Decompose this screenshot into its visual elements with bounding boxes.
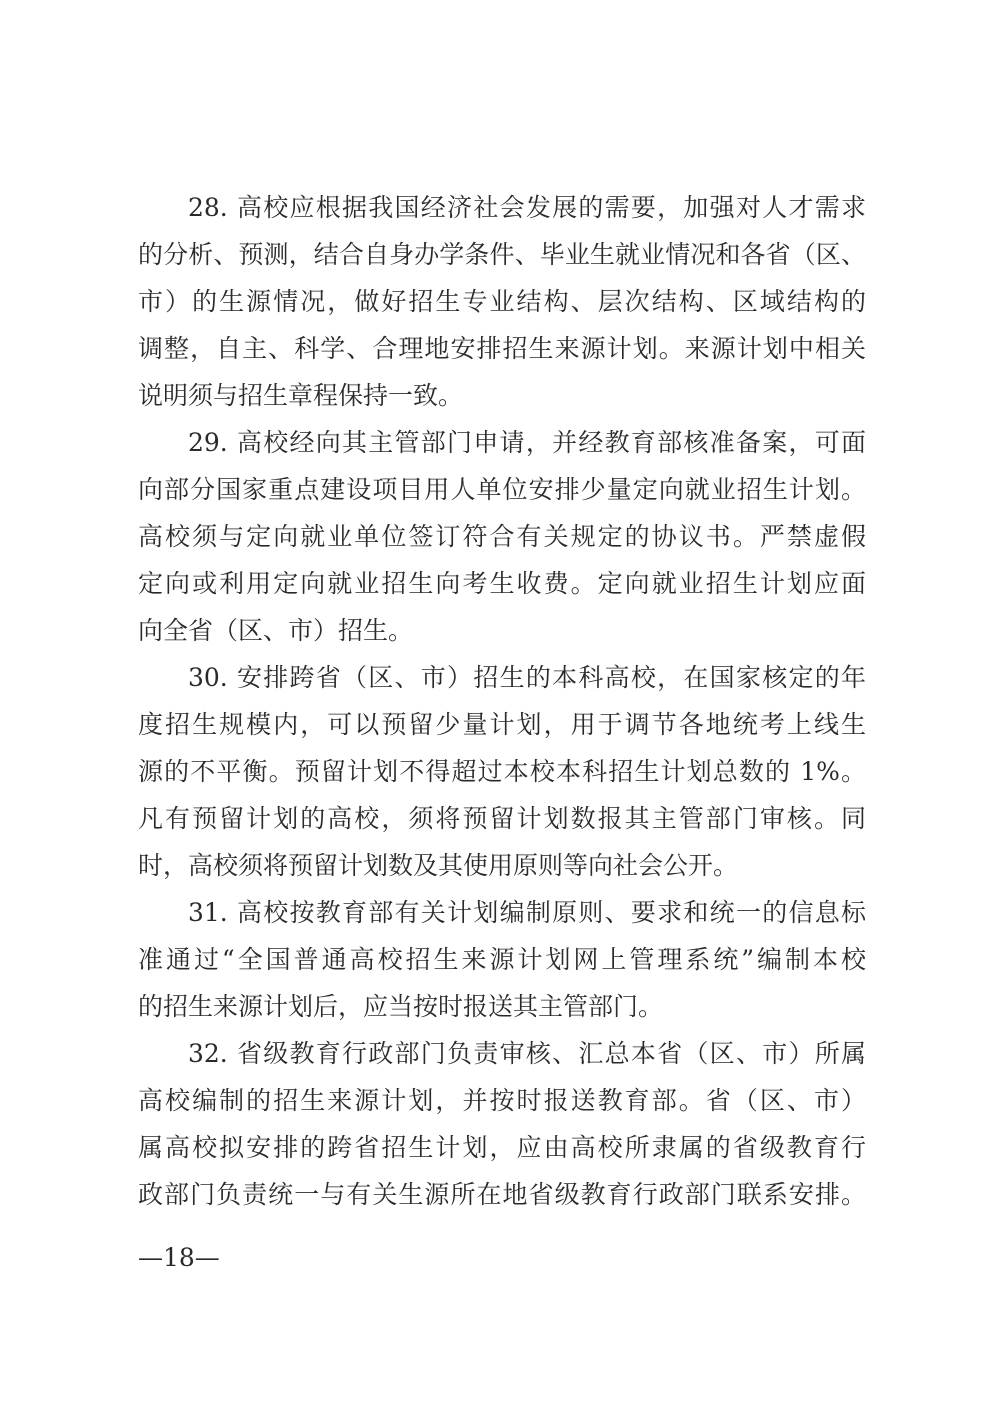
- paragraph-30-line-2: 度招生规模内，可以预留少量计划，用于调节各地统考上线生: [138, 710, 866, 739]
- paragraph-32-line-1: 32. 省级教育行政部门负责审核、汇总本省（区、市）所属: [188, 1039, 866, 1068]
- page-number: —18—: [138, 1243, 220, 1272]
- paragraph-30-line-5: 时，高校须将预留计划数及其使用原则等向社会公开。: [138, 851, 739, 880]
- paragraph-32-line-4: 政部门负责统一与有关生源所在地省级教育行政部门联系安排。: [138, 1180, 866, 1209]
- paragraph-28-line-2: 的分析、预测，结合自身办学条件、毕业生就业情况和各省（区、: [138, 240, 866, 269]
- paragraph-28-line-1: 28. 高校应根据我国经济社会发展的需要，加强对人才需求: [188, 193, 866, 222]
- paragraph-30-line-4: 凡有预留计划的高校，须将预留计划数报其主管部门审核。同: [138, 804, 866, 833]
- paragraph-28-line-4: 调整，自主、科学、合理地安排招生来源计划。来源计划中相关: [138, 334, 866, 363]
- paragraph-32-line-2: 高校编制的招生来源计划，并按时报送教育部。省（区、市）: [138, 1086, 866, 1115]
- paragraph-31-line-2: 准通过“全国普通高校招生来源计划网上管理系统”编制本校: [138, 945, 866, 974]
- paragraph-30-line-1: 30. 安排跨省（区、市）招生的本科高校，在国家核定的年: [188, 663, 866, 692]
- paragraph-29-line-4: 定向或利用定向就业招生向考生收费。定向就业招生计划应面: [138, 569, 866, 598]
- paragraph-28-line-5: 说明须与招生章程保持一致。: [138, 381, 464, 410]
- paragraph-29-line-1: 29. 高校经向其主管部门申请，并经教育部核准备案，可面: [188, 428, 866, 457]
- paragraph-29-line-5: 向全省（区、市）招生。: [138, 616, 414, 645]
- paragraph-31-line-1: 31. 高校按教育部有关计划编制原则、要求和统一的信息标: [188, 898, 866, 927]
- paragraph-29-line-3: 高校须与定向就业单位签订符合有关规定的协议书。严禁虚假: [138, 522, 866, 551]
- paragraph-30-line-3: 源的不平衡。预留计划不得超过本校本科招生计划总数的 1%。: [138, 757, 866, 786]
- paragraph-29-line-2: 向部分国家重点建设项目用人单位安排少量定向就业招生计划。: [138, 475, 866, 504]
- paragraph-28-line-3: 市）的生源情况，做好招生专业结构、层次结构、区域结构的: [138, 287, 866, 316]
- paragraph-32-line-3: 属高校拟安排的跨省招生计划，应由高校所隶属的省级教育行: [138, 1133, 866, 1162]
- paragraph-31-line-3: 的招生来源计划后，应当按时报送其主管部门。: [138, 992, 664, 1021]
